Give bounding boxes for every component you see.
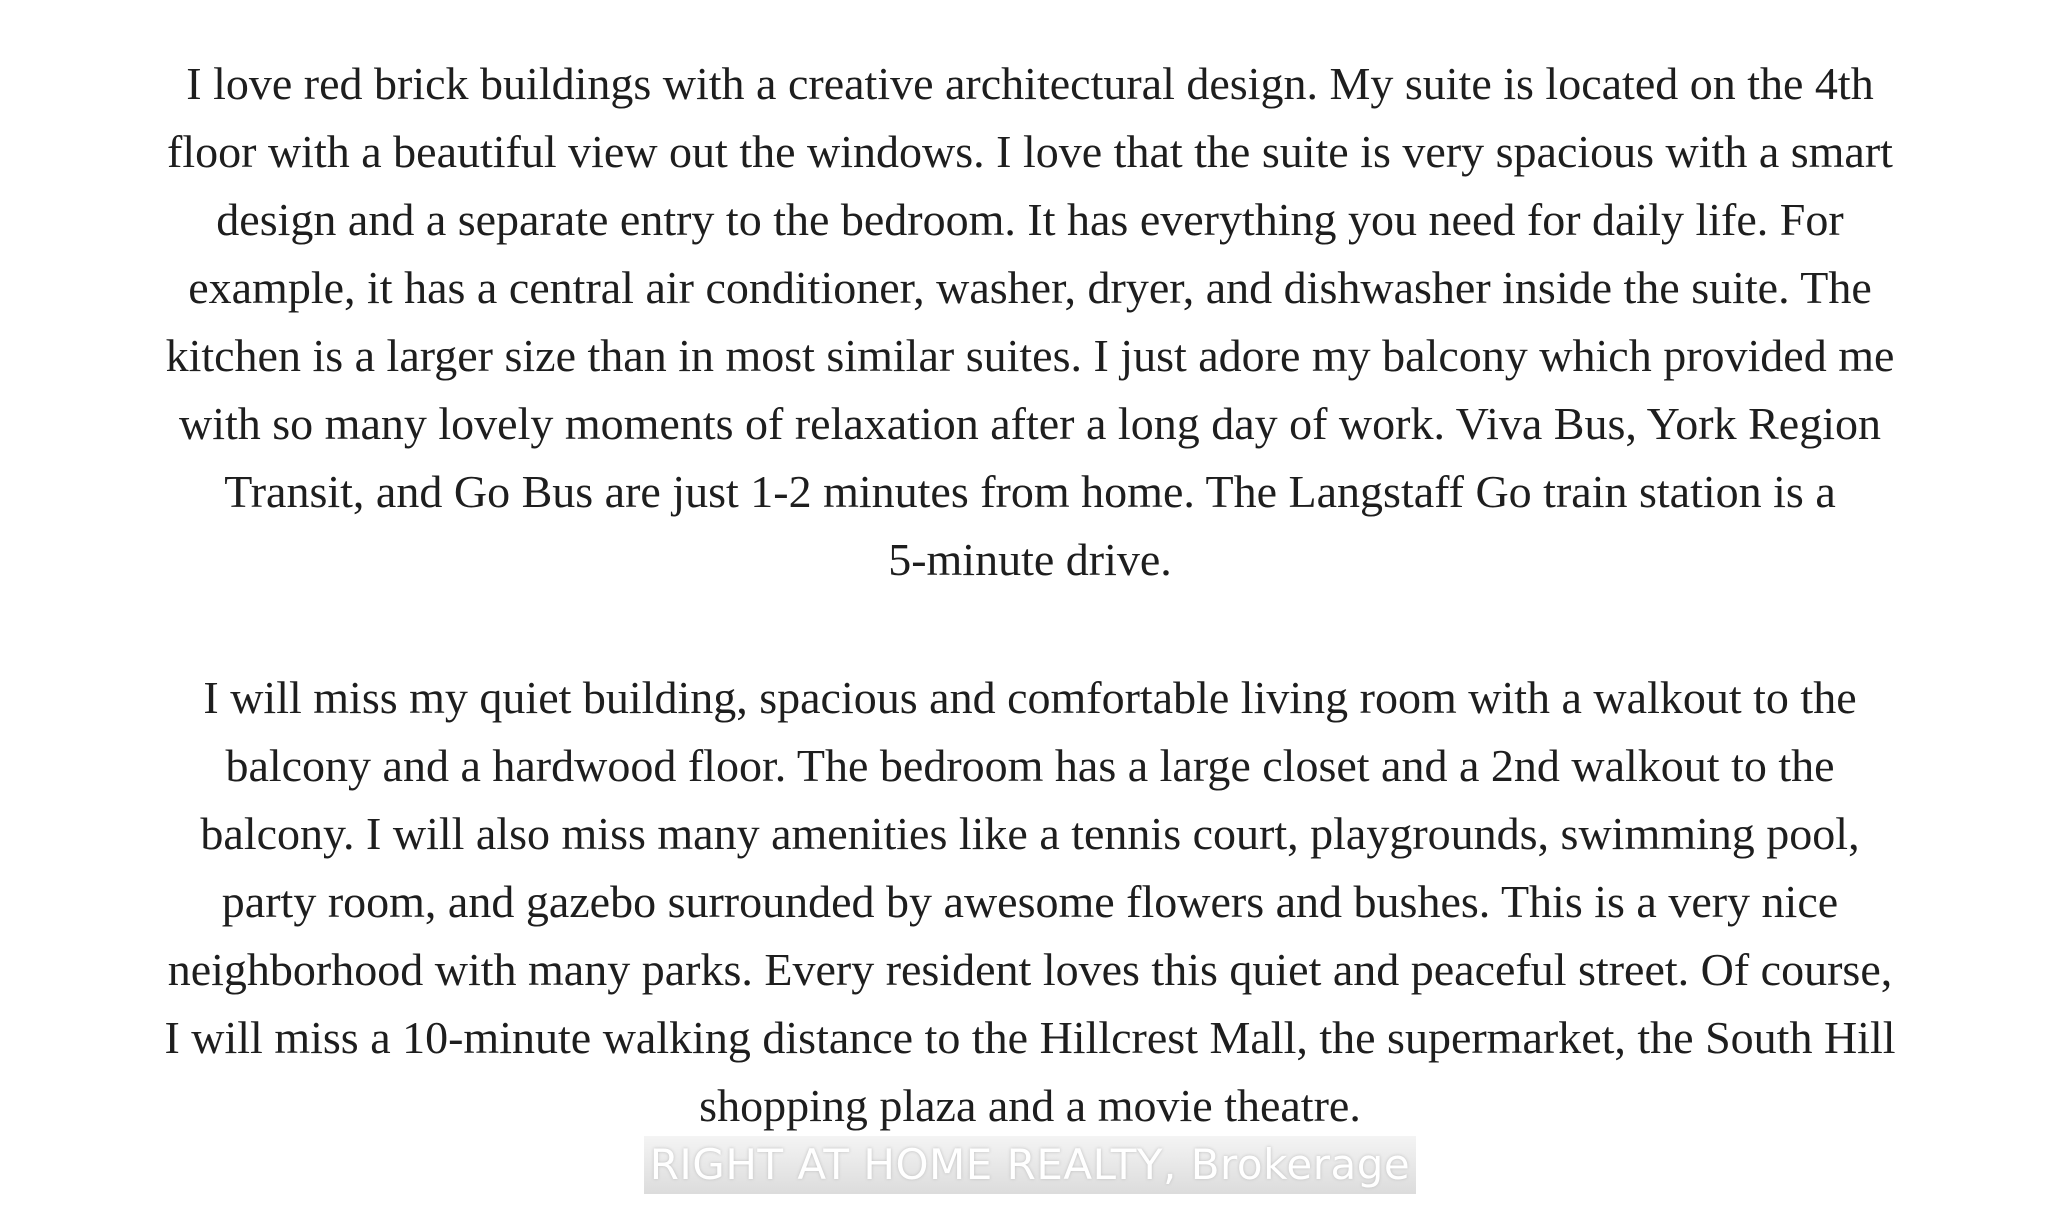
description-paragraph-1 — [40, 50, 2020, 594]
paragraph-line: I will miss a 10-minute walking distance to the Hillcrest Mall, the supermarket, the South Hill — [164, 1012, 1896, 1063]
paragraph-line: kitchen is a larger size than in most similar suites. I just adore my balcony which provided me — [165, 330, 1895, 381]
paragraph-line: 5-minute drive. — [888, 534, 1172, 585]
brokerage-watermark: RIGHT AT HOME REALTY, Brokerage — [644, 1136, 1417, 1194]
paragraph-line: I will miss my quiet building, spacious and comfortable living room with a walkout to the — [203, 672, 1857, 723]
paragraph-line: balcony and a hardwood floor. The bedroom has a large closet and a 2nd walkout to the — [225, 740, 1835, 791]
paragraph-line: neighborhood with many parks. Every resident loves this quiet and peaceful street. Of course, — [167, 944, 1893, 995]
paragraph-line: I love red brick buildings with a creative architectural design. My suite is located on the 4th — [186, 58, 1874, 109]
paragraph-line: with so many lovely moments of relaxation after a long day of work. Viva Bus, York Region — [179, 398, 1881, 449]
watermark-container — [0, 1136, 2060, 1194]
paragraph-line: example, it has a central air conditioner, washer, dryer, and dishwasher inside the suite. The — [188, 262, 1872, 313]
paragraph-line: design and a separate entry to the bedroom. It has everything you need for daily life. For — [216, 194, 1844, 245]
paragraph-line: floor with a beautiful view out the windows. I love that the suite is very spacious with a smart — [167, 126, 1893, 177]
description-paragraph-2 — [40, 664, 2020, 1140]
paragraph-line: shopping plaza and a movie theatre. — [699, 1080, 1361, 1131]
paragraph-line: balcony. I will also miss many amenities like a tennis court, playgrounds, swimming pool, — [200, 808, 1860, 859]
paragraph-line: party room, and gazebo surrounded by awesome flowers and bushes. This is a very nice — [221, 876, 1839, 927]
paragraph-line: Transit, and Go Bus are just 1-2 minutes from home. The Langstaff Go train station is a — [224, 466, 1836, 517]
